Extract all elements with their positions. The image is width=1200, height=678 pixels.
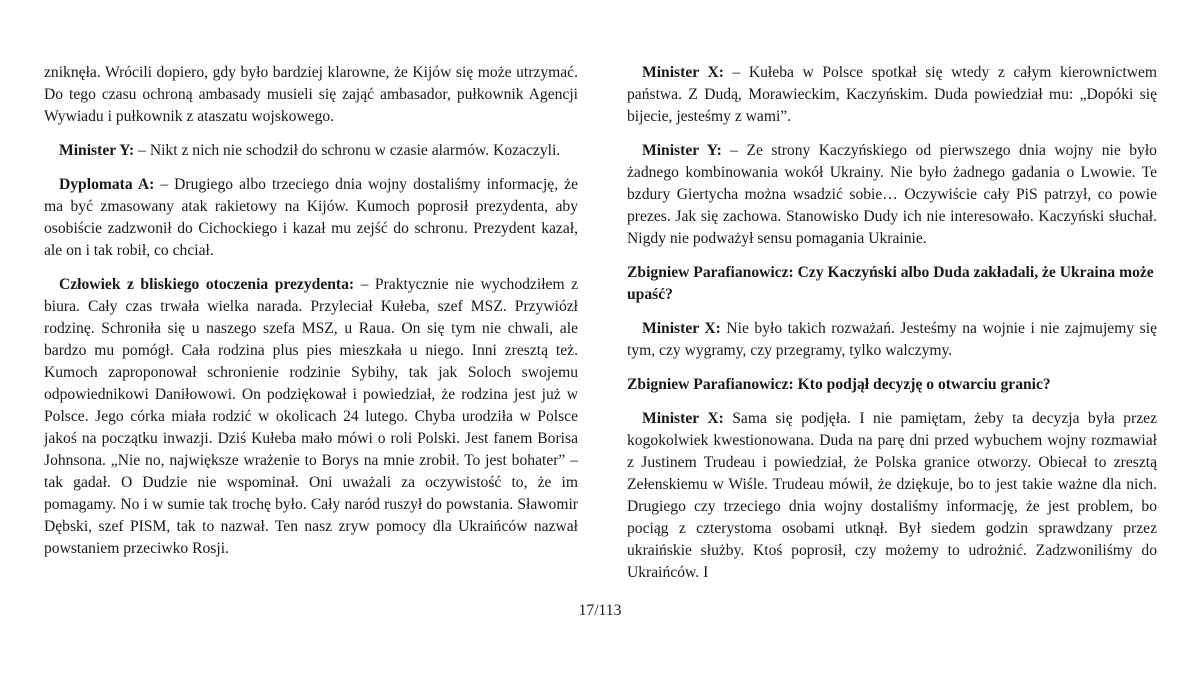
paragraph-text: – Kułeba w Polsce spotkał się wtedy z całym kierownictwem państwa. Z Dudą, Morawieckim, Kaczyńskim. Duda powiedział mu: „Dopóki się bijecie, jesteśmy z wami”. — [627, 64, 1158, 125]
paragraph-minister-y — [44, 140, 578, 162]
interview-question: Zbigniew Parafianowicz: Kto podjął decyzję o otwarciu granic? — [627, 376, 1051, 393]
paragraph-text: Sama się podjęła. I nie pamiętam, żeby ta decyzja była przez kogokolwiek kwestionowana. Duda na parę dni przed wybuchem wojny rozmawiał z Justinem Trudeau i powiedział, że Polska granice otworzy. Obiecał to zresztą Zełenskiemu w Wiśle. Trudeau mówił, że dziękuje, bo to jest takie ważne dla nich. Drugiego czy trzeciego dnia wojny dostaliśmy informację, że jest problem, bo pociąg z czterystoma osobami utknął. Był siedem godzin sprawdzany przez ukraińskie służby. Ktoś poprosił, czy możemy to udrożnić. Zadzwoniliśmy do Ukraińców. I — [627, 410, 1157, 581]
interview-question: Zbigniew Parafianowicz: Czy Kaczyński albo Duda zakładali, że Ukraina może upaść? — [627, 264, 1154, 303]
speaker-label: Minister Y: — [59, 142, 135, 159]
speaker-label: Minister X: — [642, 410, 724, 427]
paragraph-presidential-aide — [44, 274, 578, 560]
speaker-label: Minister X: — [642, 64, 724, 81]
paragraph-minister-x-answer — [627, 408, 1157, 584]
speaker-label: Dyplomata A: — [59, 176, 155, 193]
page-number: 17/113 — [578, 602, 622, 619]
speaker-label: Minister X: — [642, 320, 721, 337]
paragraph-text: – Ze strony Kaczyńskiego od pierwszego dnia wojny nie było żadnego kombinowania wokół Ukrainy. Nie było żadnego gadania o Lwowie. Te bzdury Giertycha można wsadzić sobie… Oczywiście cały PiS patrzył, co powie prezes. Jak się zachowa. Stanowisko Dudy ich nie interesowało. Kaczyński słuchał. Nigdy nie podważył sensu pomagania Ukrainie. — [627, 142, 1157, 247]
paragraph-text: – Drugiego albo trzeciego dnia wojny dostaliśmy informację, że ma być zmasowany atak rakietowy na Kijów. Kumoch poprosił prezydenta, aby osobiście zadzwonił do Cichockiego i kazał mu zejść do schronu. Prezydent kazał, ale on i tak robił, co chciał. — [44, 176, 578, 259]
paragraph-minister-x — [627, 62, 1157, 128]
paragraph-text: Nie było takich rozważań. Jesteśmy na wojnie i nie zajmujemy się tym, czy wygramy, czy przegramy, tylko walczymy. — [627, 320, 1157, 359]
speaker-label: Człowiek z bliskiego otoczenia prezydenta: — [59, 276, 355, 293]
paragraph-text: – Nikt z nich nie schodził do schronu w czasie alarmów. Kozaczyli. — [134, 142, 561, 159]
speaker-label: Minister Y: — [642, 142, 722, 159]
paragraph-minister-y — [627, 140, 1157, 250]
paragraph-text: – Praktycznie nie wychodziłem z biura. Cały czas trwała wielka narada. Przyleciał Kułeba, szef MSZ. Przywiózł rodzinę. Schroniła się u naszego szefa MSZ, u Raua. On się tym nie chwali, ale bardzo mu pomógł. Cała rodzina plus pies mieszkała u niego. Inni zresztą też. Kumoch zaproponował schronienie rodzinie Sybihy, tak jak Soloch swojemu odpowiednikowi Daniłowowi. On podziękował i powiedział, że rodzina jest już w Polsce. Jego córka miała rodzić w okolicach 24 lutego. Chyba urodziła w Polsce jakoś na początku inwazji. Dziś Kułeba mało mówi o roli Polski. Jest fanem Borisa Johnsona. „Nie no, największe wrażenie to Borys na mnie zrobił. To jest bohater” – tak gadał. O Dudzie nie wspominał. Oni uważali za oczywistość to, że im pomagamy. No i w sumie tak trochę było. Cały naród ruszył do powstania. Sławomir Dębski, szef PISM, tak to nazwał. Ten nasz zryw pomocy dla Ukraińców nazwał powstaniem przeciwko Rosji. — [44, 276, 578, 557]
paragraph-minister-x-answer — [627, 318, 1157, 362]
left-column — [44, 62, 578, 572]
paragraph-continuation: zniknęła. Wrócili dopiero, gdy było bardziej klarowne, że Kijów się może utrzymać. Do tego czasu ochroną ambasady musieli się zająć ambasador, pułkownik Agencji Wywiadu i pułkownik z ataszatu wojskowego. — [44, 64, 578, 125]
right-column — [627, 62, 1157, 596]
paragraph-dyplomata-a — [44, 174, 578, 262]
